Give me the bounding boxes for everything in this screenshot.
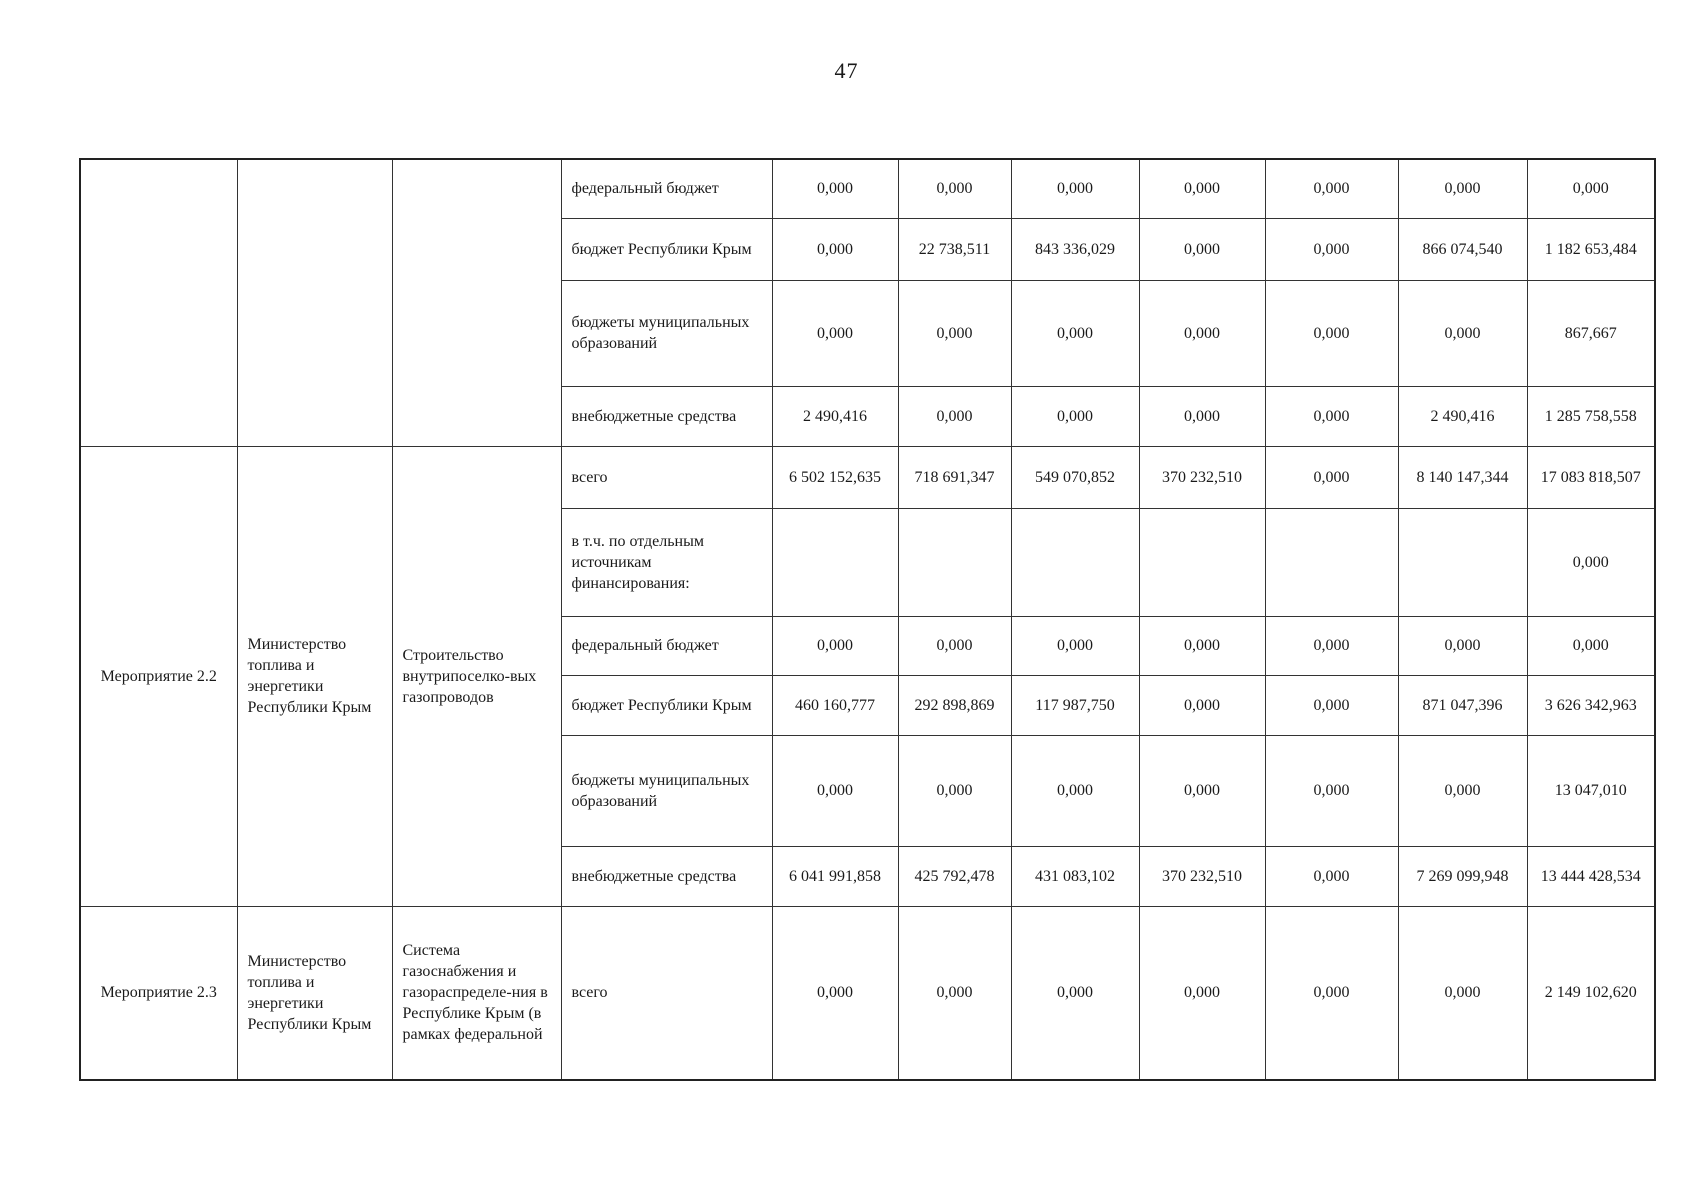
total-cell: 0,000: [1527, 508, 1655, 616]
value-cell: 0,000: [772, 280, 898, 386]
value-cell: 0,000: [898, 735, 1011, 846]
value-cell: 0,000: [1398, 159, 1527, 218]
value-cell: 2 490,416: [1398, 386, 1527, 446]
value-cell: 8 140 147,344: [1398, 446, 1527, 508]
value-cell: 0,000: [1398, 280, 1527, 386]
value-cell: 0,000: [1265, 735, 1398, 846]
value-cell: 7 269 099,948: [1398, 846, 1527, 906]
value-cell: 370 232,510: [1139, 446, 1265, 508]
total-cell: 13 047,010: [1527, 735, 1655, 846]
total-cell: 1 285 758,558: [1527, 386, 1655, 446]
total-cell: 17 083 818,507: [1527, 446, 1655, 508]
value-cell: 0,000: [772, 906, 898, 1080]
value-cell: 0,000: [1265, 218, 1398, 280]
value-cell: 0,000: [898, 159, 1011, 218]
value-cell: 0,000: [1265, 616, 1398, 675]
value-cell: 0,000: [1139, 280, 1265, 386]
value-cell: 0,000: [1139, 735, 1265, 846]
funding-source: внебюджетные средства: [561, 386, 772, 446]
value-cell: 0,000: [1011, 386, 1139, 446]
value-cell: 0,000: [1265, 159, 1398, 218]
total-cell: 0,000: [1527, 159, 1655, 218]
value-cell: 425 792,478: [898, 846, 1011, 906]
funding-source: внебюджетные средства: [561, 846, 772, 906]
executor-name: Министерство топлива и энергетики Республики Крым: [237, 446, 392, 906]
value-cell: 117 987,750: [1011, 675, 1139, 735]
value-cell: 871 047,396: [1398, 675, 1527, 735]
activity-name: Мероприятие 2.3: [80, 906, 237, 1080]
value-cell: 0,000: [1265, 846, 1398, 906]
value-cell: 0,000: [1139, 159, 1265, 218]
value-cell: [1139, 508, 1265, 616]
funding-source: федеральный бюджет: [561, 159, 772, 218]
object-cell-empty: [392, 159, 561, 446]
value-cell: 0,000: [898, 386, 1011, 446]
table-row: [80, 159, 1655, 218]
value-cell: 0,000: [1139, 218, 1265, 280]
value-cell: 0,000: [1011, 159, 1139, 218]
total-cell: 13 444 428,534: [1527, 846, 1655, 906]
value-cell: 0,000: [1011, 735, 1139, 846]
budget-table: [79, 158, 1656, 1081]
activity-name: Мероприятие 2.2: [80, 446, 237, 906]
funding-source: бюджет Республики Крым: [561, 218, 772, 280]
value-cell: [1265, 508, 1398, 616]
funding-source: бюджеты муниципальных образований: [561, 280, 772, 386]
table-row: [80, 446, 1655, 508]
funding-source: бюджет Республики Крым: [561, 675, 772, 735]
value-cell: 6 502 152,635: [772, 446, 898, 508]
value-cell: 2 490,416: [772, 386, 898, 446]
total-cell: 3 626 342,963: [1527, 675, 1655, 735]
funding-source: всего: [561, 446, 772, 508]
funding-source: бюджеты муниципальных образований: [561, 735, 772, 846]
page-number: 47: [834, 58, 859, 83]
funding-source: в т.ч. по отдельным источникам финансирования:: [561, 508, 772, 616]
value-cell: 22 738,511: [898, 218, 1011, 280]
funding-source: федеральный бюджет: [561, 616, 772, 675]
value-cell: [1011, 508, 1139, 616]
value-cell: 0,000: [1265, 906, 1398, 1080]
object-name: Строительство внутрипоселко-вых газопроводов: [392, 446, 561, 906]
value-cell: 0,000: [1139, 616, 1265, 675]
value-cell: 843 336,029: [1011, 218, 1139, 280]
value-cell: 0,000: [898, 616, 1011, 675]
object-name: Система газоснабжения и газораспределе-ния в Республике Крым (в рамках федеральной: [392, 906, 561, 1080]
value-cell: [898, 508, 1011, 616]
value-cell: 0,000: [1265, 675, 1398, 735]
value-cell: 0,000: [1265, 446, 1398, 508]
value-cell: 0,000: [1139, 386, 1265, 446]
value-cell: 0,000: [1265, 386, 1398, 446]
total-cell: 1 182 653,484: [1527, 218, 1655, 280]
value-cell: 0,000: [772, 735, 898, 846]
activity-cell-empty: [80, 159, 237, 446]
value-cell: 0,000: [898, 280, 1011, 386]
value-cell: 460 160,777: [772, 675, 898, 735]
value-cell: 0,000: [1398, 735, 1527, 846]
funding-source: всего: [561, 906, 772, 1080]
value-cell: 6 041 991,858: [772, 846, 898, 906]
value-cell: [1398, 508, 1527, 616]
value-cell: 0,000: [772, 159, 898, 218]
value-cell: 0,000: [1011, 280, 1139, 386]
value-cell: 0,000: [1265, 280, 1398, 386]
value-cell: 431 083,102: [1011, 846, 1139, 906]
value-cell: 718 691,347: [898, 446, 1011, 508]
value-cell: 0,000: [772, 616, 898, 675]
value-cell: 0,000: [1139, 906, 1265, 1080]
value-cell: 0,000: [1398, 616, 1527, 675]
value-cell: 292 898,869: [898, 675, 1011, 735]
value-cell: [772, 508, 898, 616]
value-cell: 370 232,510: [1139, 846, 1265, 906]
value-cell: 0,000: [1398, 906, 1527, 1080]
total-cell: 2 149 102,620: [1527, 906, 1655, 1080]
value-cell: 0,000: [1011, 906, 1139, 1080]
executor-name: Министерство топлива и энергетики Республики Крым: [237, 906, 392, 1080]
table-row: [80, 906, 1655, 1080]
value-cell: 0,000: [1139, 675, 1265, 735]
total-cell: 867,667: [1527, 280, 1655, 386]
value-cell: 0,000: [898, 906, 1011, 1080]
value-cell: 549 070,852: [1011, 446, 1139, 508]
value-cell: 0,000: [772, 218, 898, 280]
total-cell: 0,000: [1527, 616, 1655, 675]
executor-cell-empty: [237, 159, 392, 446]
value-cell: 0,000: [1011, 616, 1139, 675]
value-cell: 866 074,540: [1398, 218, 1527, 280]
